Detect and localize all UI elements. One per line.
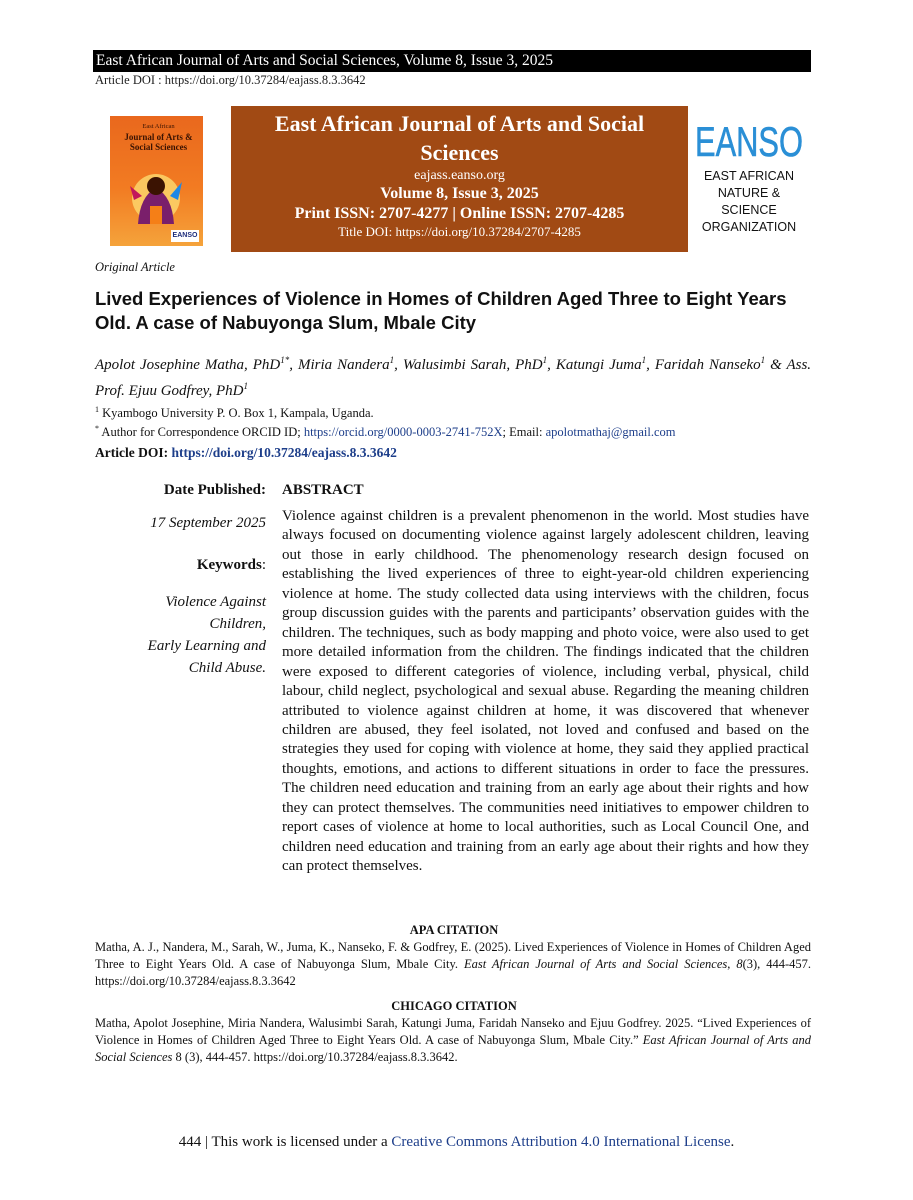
banner-volume: Volume 8, Issue 3, 2025 bbox=[380, 185, 539, 202]
date-published: 17 September 2025 bbox=[150, 515, 266, 531]
author-affiliation-mark: 1 bbox=[243, 381, 248, 391]
author-name: Faridah Nanseko bbox=[654, 357, 761, 373]
author-name: Walusimbi Sarah, PhD bbox=[402, 357, 543, 373]
journal-header-text: East African Journal of Arts and Social Sciences, Volume 8, Issue 3, 2025 bbox=[96, 52, 554, 69]
keyword-line: Children, bbox=[209, 616, 266, 632]
keywords-list bbox=[95, 591, 266, 679]
abstract-text: Violence against children is a prevalent phenomenon in the world. Most studies have always focused on documenting violence against largely adolescent children, leaving out those in early childhood. The phenomenology research design focused on establishing the lived experiences of three to eight-year-old children experiencing violence at home. The study collected data using interviews with the children, focus group discussion guides with the parents and participants’ observation guides with the children. The techniques, such as body mapping and photo voice, were also used to get more detailed information from the children. The findings indicated that the children were exposed to different categories of violence, including verbal, physical, child labour, child neglect, psychological and sexual abuse. Regarding the meaning children attributed to violence against children at home, it was discovered that whenever children are abused, they feel isolated, not loved and confused and based on the strategies they used for coping with violence at home, they said they applied practical thoughts, emotions, and actions to different situations in order to face the pressures. The children need education and training from an early age about their rights and how they can protect themselves. The communities need initiatives to empower children to report cases of violence at home to local authorities, such as Local Council One, and children need education and training from an early age about their rights and how they can protect themselves. bbox=[282, 508, 809, 875]
author-list: Apolot Josephine Matha, PhD$^{1*}$, Miria Nandera$^1$, Walusimbi Sarah, PhD$^1$, Katungi Juma$^1$, Faridah Nanseko$^1$ & Ass. Prof. Ejuu Godfrey, PhD$^1$ bbox=[95, 355, 812, 399]
org-line: ORGANIZATION bbox=[701, 220, 797, 234]
article-type: Original Article bbox=[95, 260, 175, 274]
cover-title-text: Journal of Arts & Social Sciences bbox=[124, 132, 193, 152]
org-line: EAST AFRICAN bbox=[703, 169, 795, 183]
banner-title-doi[interactable]: Title DOI: https://doi.org/10.37284/2707-4285 bbox=[338, 224, 581, 239]
apa-citation-heading: APA CITATION bbox=[409, 923, 499, 937]
journal-cover-image bbox=[110, 116, 203, 246]
eanso-logo-text: EANSO bbox=[695, 118, 803, 165]
banner-url[interactable]: eajass.eanso.org bbox=[414, 168, 505, 183]
apa-citation-text: Matha, A. J., Nandera, M., Sarah, W., Juma, K., Nanseko, F. & Godfrey, E. (2025). Lived Experiences of Violence in Homes of Children Aged Three to Eight Years Old. A case of Nabuyonga Slum, Mbale City. East African Journal of Arts and Social Sciences, 8(3), 444-457. https://doi.org/10.37284/eajass.8.3.3642 bbox=[95, 940, 811, 988]
author-name: Ass. Prof. Ejuu Godfrey, PhD bbox=[95, 357, 812, 399]
author-name: Miria Nandera bbox=[297, 357, 390, 373]
keywords-label: Keywords: bbox=[196, 557, 266, 573]
cover-small-text: East African bbox=[142, 123, 175, 130]
article-meta bbox=[95, 480, 266, 679]
license-link[interactable]: Creative Commons Attribution 4.0 International License bbox=[391, 1134, 731, 1150]
page-footer: 444 | This work is licensed under a Creative Commons Attribution 4.0 International License. bbox=[178, 1134, 735, 1150]
chicago-citation-text: Matha, Apolot Josephine, Miria Nandera, Walusimbi Sarah, Katungi Juma, Faridah Nanseko and Ejuu Godfrey. 2025. “Lived Experiences of Violence in Homes of Children Aged Three to Eight Years Old. A case of Nabuyonga Slum, Mbale City.” East African Journal of Arts and Social Sciences 8 (3), 444-457. https://doi.org/10.37284/eajass.8.3.3642. bbox=[95, 1016, 811, 1064]
keyword-line: Violence Against bbox=[165, 594, 266, 610]
author-name: Apolot Josephine Matha, PhD bbox=[95, 357, 281, 373]
author-name: Katungi Juma bbox=[555, 357, 642, 373]
author-affiliation-mark: 1 bbox=[760, 355, 766, 365]
eanso-logo bbox=[690, 112, 808, 174]
banner-issn: Print ISSN: 2707-4277 | Online ISSN: 2707-4285 bbox=[294, 205, 625, 222]
header-article-doi: Article DOI : https://doi.org/10.37284/eajass.8.3.3642 bbox=[95, 73, 366, 87]
abstract-heading: ABSTRACT bbox=[282, 482, 364, 498]
cover-logo: EANSO bbox=[171, 230, 199, 242]
journal-header-bar bbox=[93, 50, 811, 72]
cover-illustration bbox=[120, 166, 192, 226]
orcid-link[interactable]: https://orcid.org/0000-0003-2741-752X bbox=[303, 425, 503, 440]
author-affiliation-mark: 1 bbox=[389, 355, 395, 365]
author-affiliation-mark: 1 bbox=[542, 355, 548, 365]
article-doi-label: Article DOI: bbox=[95, 445, 172, 460]
article-doi-link[interactable]: https://doi.org/10.37284/eajass.8.3.3642 bbox=[171, 445, 397, 460]
org-line: SCIENCE bbox=[721, 203, 777, 217]
banner-title: East African Journal of Arts and Social Sciences bbox=[274, 111, 645, 165]
abstract-section bbox=[282, 480, 809, 877]
keyword-line: Early Learning and bbox=[147, 638, 266, 654]
cover-title bbox=[118, 122, 199, 152]
article-doi bbox=[95, 445, 397, 461]
keyword-line: Child Abuse. bbox=[188, 660, 266, 676]
chicago-citation-heading: CHICAGO CITATION bbox=[391, 999, 517, 1013]
affiliations bbox=[95, 402, 813, 440]
author-affiliation-mark: 1* bbox=[280, 355, 290, 365]
correspondence-line: * Author for Correspondence ORCID ID; https://orcid.org/0000-0003-2741-752X; Email: apolotmathaj@gmail.com bbox=[95, 424, 676, 440]
affiliation-line: $^1$ Kyambogo University P. O. Box 1, Kampala, Uganda. bbox=[95, 405, 374, 421]
org-line: NATURE & bbox=[717, 186, 781, 200]
article-title: Lived Experiences of Violence in Homes of Children Aged Three to Eight Years Old. A case of Nabuyonga Slum, Mbale City bbox=[95, 288, 787, 333]
eanso-org-name bbox=[690, 168, 808, 236]
page-number: 444 bbox=[178, 1134, 202, 1150]
email-link[interactable]: apolotmathaj@gmail.com bbox=[545, 425, 676, 440]
journal-banner bbox=[231, 106, 688, 252]
author-affiliation-mark: 1 bbox=[641, 355, 647, 365]
date-published-label: Date Published: bbox=[163, 482, 266, 498]
